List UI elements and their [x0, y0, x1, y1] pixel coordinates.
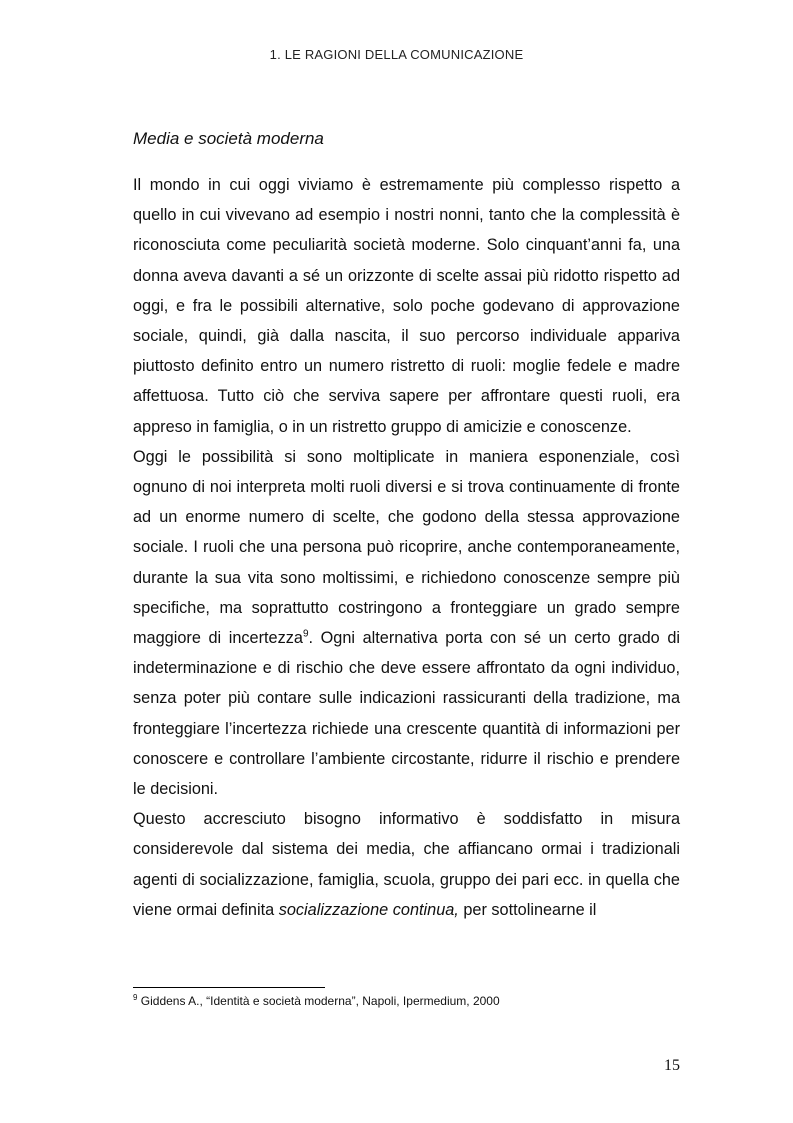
page-number: 15 — [664, 1057, 680, 1074]
paragraph-3-emphasis: socializzazione continua, — [278, 900, 459, 919]
footnote-number: 9 — [133, 993, 138, 1002]
paragraph-1: Il mondo in cui oggi viviamo è estremamente più complesso rispetto a quello in cui vivevano ad esempio i nostri nonni, tanto che la complessità è riconosciuta come peculiarità società moderne. Solo cinquant’anni fa, una donna aveva davanti a sé un orizzonte di scelte assai più ridotto rispetto ad oggi, e fra le possibili alternative, solo poche godevano di approvazione sociale, quindi, già dalla nascita, il suo percorso individuale appariva piuttosto definito entro un numero ristretto di ruoli: moglie fedele e madre affettuosa. Tutto ciò che serviva sapere per affrontare questi ruoli, era appreso in famiglia, o in un ristretto gruppo di amicizie e conoscenze. — [133, 176, 680, 436]
footnote — [133, 993, 500, 1008]
section-title: Media e società moderna — [133, 129, 324, 148]
body-text — [133, 170, 680, 925]
paragraph-3 — [133, 804, 680, 925]
footnote-text: Giddens A., “Identità e società moderna”, Napoli, Ipermedium, 2000 — [137, 994, 500, 1008]
footnote-divider — [133, 987, 325, 988]
paragraph-2 — [133, 442, 680, 804]
paragraph-2-text-cont: . Ogni alternativa porta con sé un certo grado di indeterminazione e di rischio che deve essere affrontato da ogni individuo, senza poter più contare sulle indicazioni rassicuranti della tradizione, ma fronteggiare l’incertezza richiede una crescente quantità di informazioni per conoscere e controllare l’ambiente circostante, ridurre il rischio e prendere le decisioni. — [133, 629, 680, 799]
paragraph-3-text-cont: per sottolinearne il — [458, 900, 597, 919]
footnote-reference: 9 — [302, 628, 309, 640]
paragraph-2-text: Oggi le possibilità si sono moltiplicate in maniera esponenziale, così ognuno di noi interpreta molti ruoli diversi e si trova continuamente di fronte ad un enorme numero di scelte, che godono della stessa approvazione sociale. I ruoli che una persona può ricoprire, anche contemporaneamente, durante la sua vita sono moltissimi, e richiedono conoscenze sempre più specifiche, ma soprattutto costringono a fronteggiare un grado sempre maggiore di incertezza — [133, 447, 680, 648]
paragraph-3-text: Questo accresciuto bisogno informativo è soddisfatto in misura considerevole dal sistema dei media, che affiancano ormai i tradizionali agenti di socializzazione, famiglia, scuola, gruppo dei pari ecc. in quella che viene ormai definita — [133, 810, 680, 919]
running-header: 1. LE RAGIONI DELLA COMUNICAZIONE — [269, 47, 524, 62]
